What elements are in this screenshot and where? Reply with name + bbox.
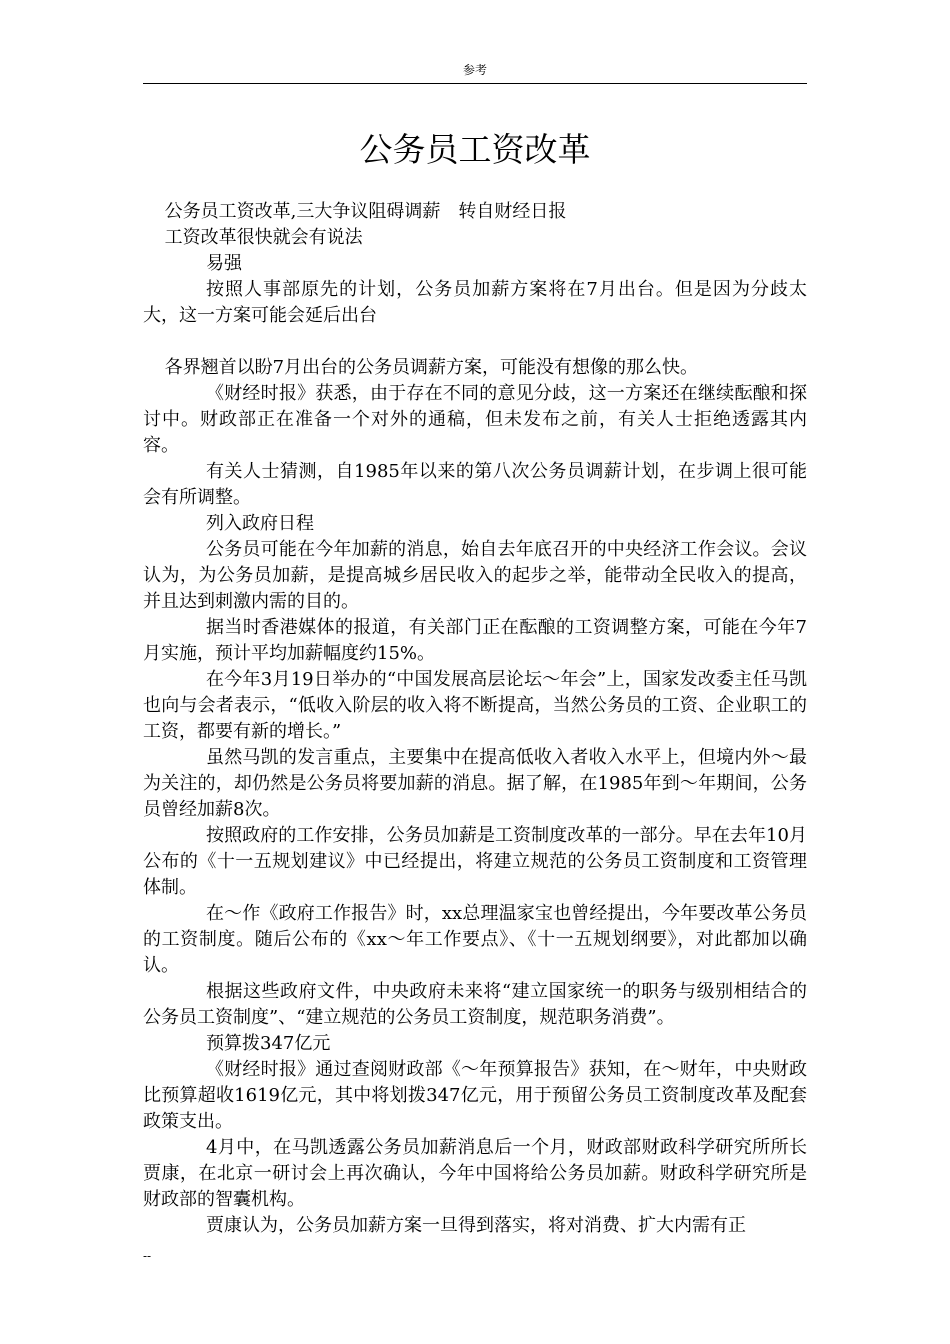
paragraph: 4月中，在马凯透露公务员加薪消息后一个月，财政部财政科学研究所所长贾康，在北京一研讨会上再次确认，今年中国将给公务员加薪。财政科学研究所是财政部的智囊机构。 <box>143 1137 807 1210</box>
paragraph-author: 易强 <box>206 253 242 274</box>
paragraph: 虽然马凯的发言重点，主要集中在提高低收入者收入水平上，但境内外～最为关注的，却仍然是公务员将要加薪的消息。据了解，在1985年到～年期间，公务员曾经加薪8次。 <box>143 747 807 820</box>
paragraph: 有关人士猜测，自1985年以来的第八次公务员调薪计划，在步调上很可能会有所调整。 <box>143 461 807 508</box>
page-footer: -- <box>143 1249 152 1263</box>
paragraph: 《财经时报》通过查阅财政部《～年预算报告》获知，在～财年，中央财政比预算超收1619亿元，其中将划拨347亿元，用于预留公务员工资制度改革及配套政策支出。 <box>143 1059 807 1132</box>
blank-line <box>143 329 807 355</box>
document-body <box>143 199 807 1239</box>
paragraph: 贾康认为，公务员加薪方案一旦得到落实，将对消费、扩大内需有正 <box>206 1215 746 1236</box>
header-divider <box>143 83 807 84</box>
paragraph: 按照政府的工作安排，公务员加薪是工资制度改革的一部分。早在去年10月公布的《十一五规划建议》中已经提出，将建立规范的公务员工资制度和工资管理体制。 <box>143 825 807 898</box>
paragraph: 在～作《政府工作报告》时，xx总理温家宝也曾经提出，今年要改革公务员的工资制度。随后公布的《xx～年工作要点》、《十一五规划纲要》，对此都加以确认。 <box>143 903 807 976</box>
paragraph-source-line: 公务员工资改革,三大争议阻碍调薪 转自财经日报 <box>164 201 567 222</box>
document-title: 公务员工资改革 <box>359 130 591 169</box>
section-heading: 列入政府日程 <box>206 513 314 534</box>
section-heading: 预算拨347亿元 <box>206 1033 331 1054</box>
paragraph: 在今年3月19日举办的“中国发展高层论坛～年会”上，国家发改委主任马凯也向与会者表示，“低收入阶层的收入将不断提高，当然公务员的工资、企业职工的工资，都要有新的增长。” <box>143 669 807 742</box>
paragraph: 根据这些政府文件，中央政府未来将“建立国家统一的职务与级别相结合的公务员工资制度”、“建立规范的公务员工资制度，规范职务消费”。 <box>143 981 807 1028</box>
paragraph: 按照人事部原先的计划，公务员加薪方案将在7月出台。但是因为分歧太大，这一方案可能会延后出台 <box>143 279 807 326</box>
paragraph: 据当时香港媒体的报道，有关部门正在酝酿的工资调整方案，可能在今年7月实施，预计平均加薪幅度约15%。 <box>143 617 807 664</box>
paragraph: 公务员可能在今年加薪的消息，始自去年底召开的中央经济工作会议。会议认为，为公务员加薪，是提高城乡居民收入的起步之举，能带动全民收入的提高，并且达到刺激内需的目的。 <box>143 539 807 612</box>
paragraph-subtitle: 工资改革很快就会有说法 <box>164 227 363 248</box>
page-header: 参考 <box>462 63 487 77</box>
paragraph: 《财经时报》获悉，由于存在不同的意见分歧，这一方案还在继续酝酿和探讨中。财政部正在准备一个对外的通稿，但未发布之前，有关人士拒绝透露其内容。 <box>143 383 807 456</box>
paragraph: 各界翘首以盼7月出台的公务员调薪方案，可能没有想像的那么快。 <box>164 357 699 378</box>
